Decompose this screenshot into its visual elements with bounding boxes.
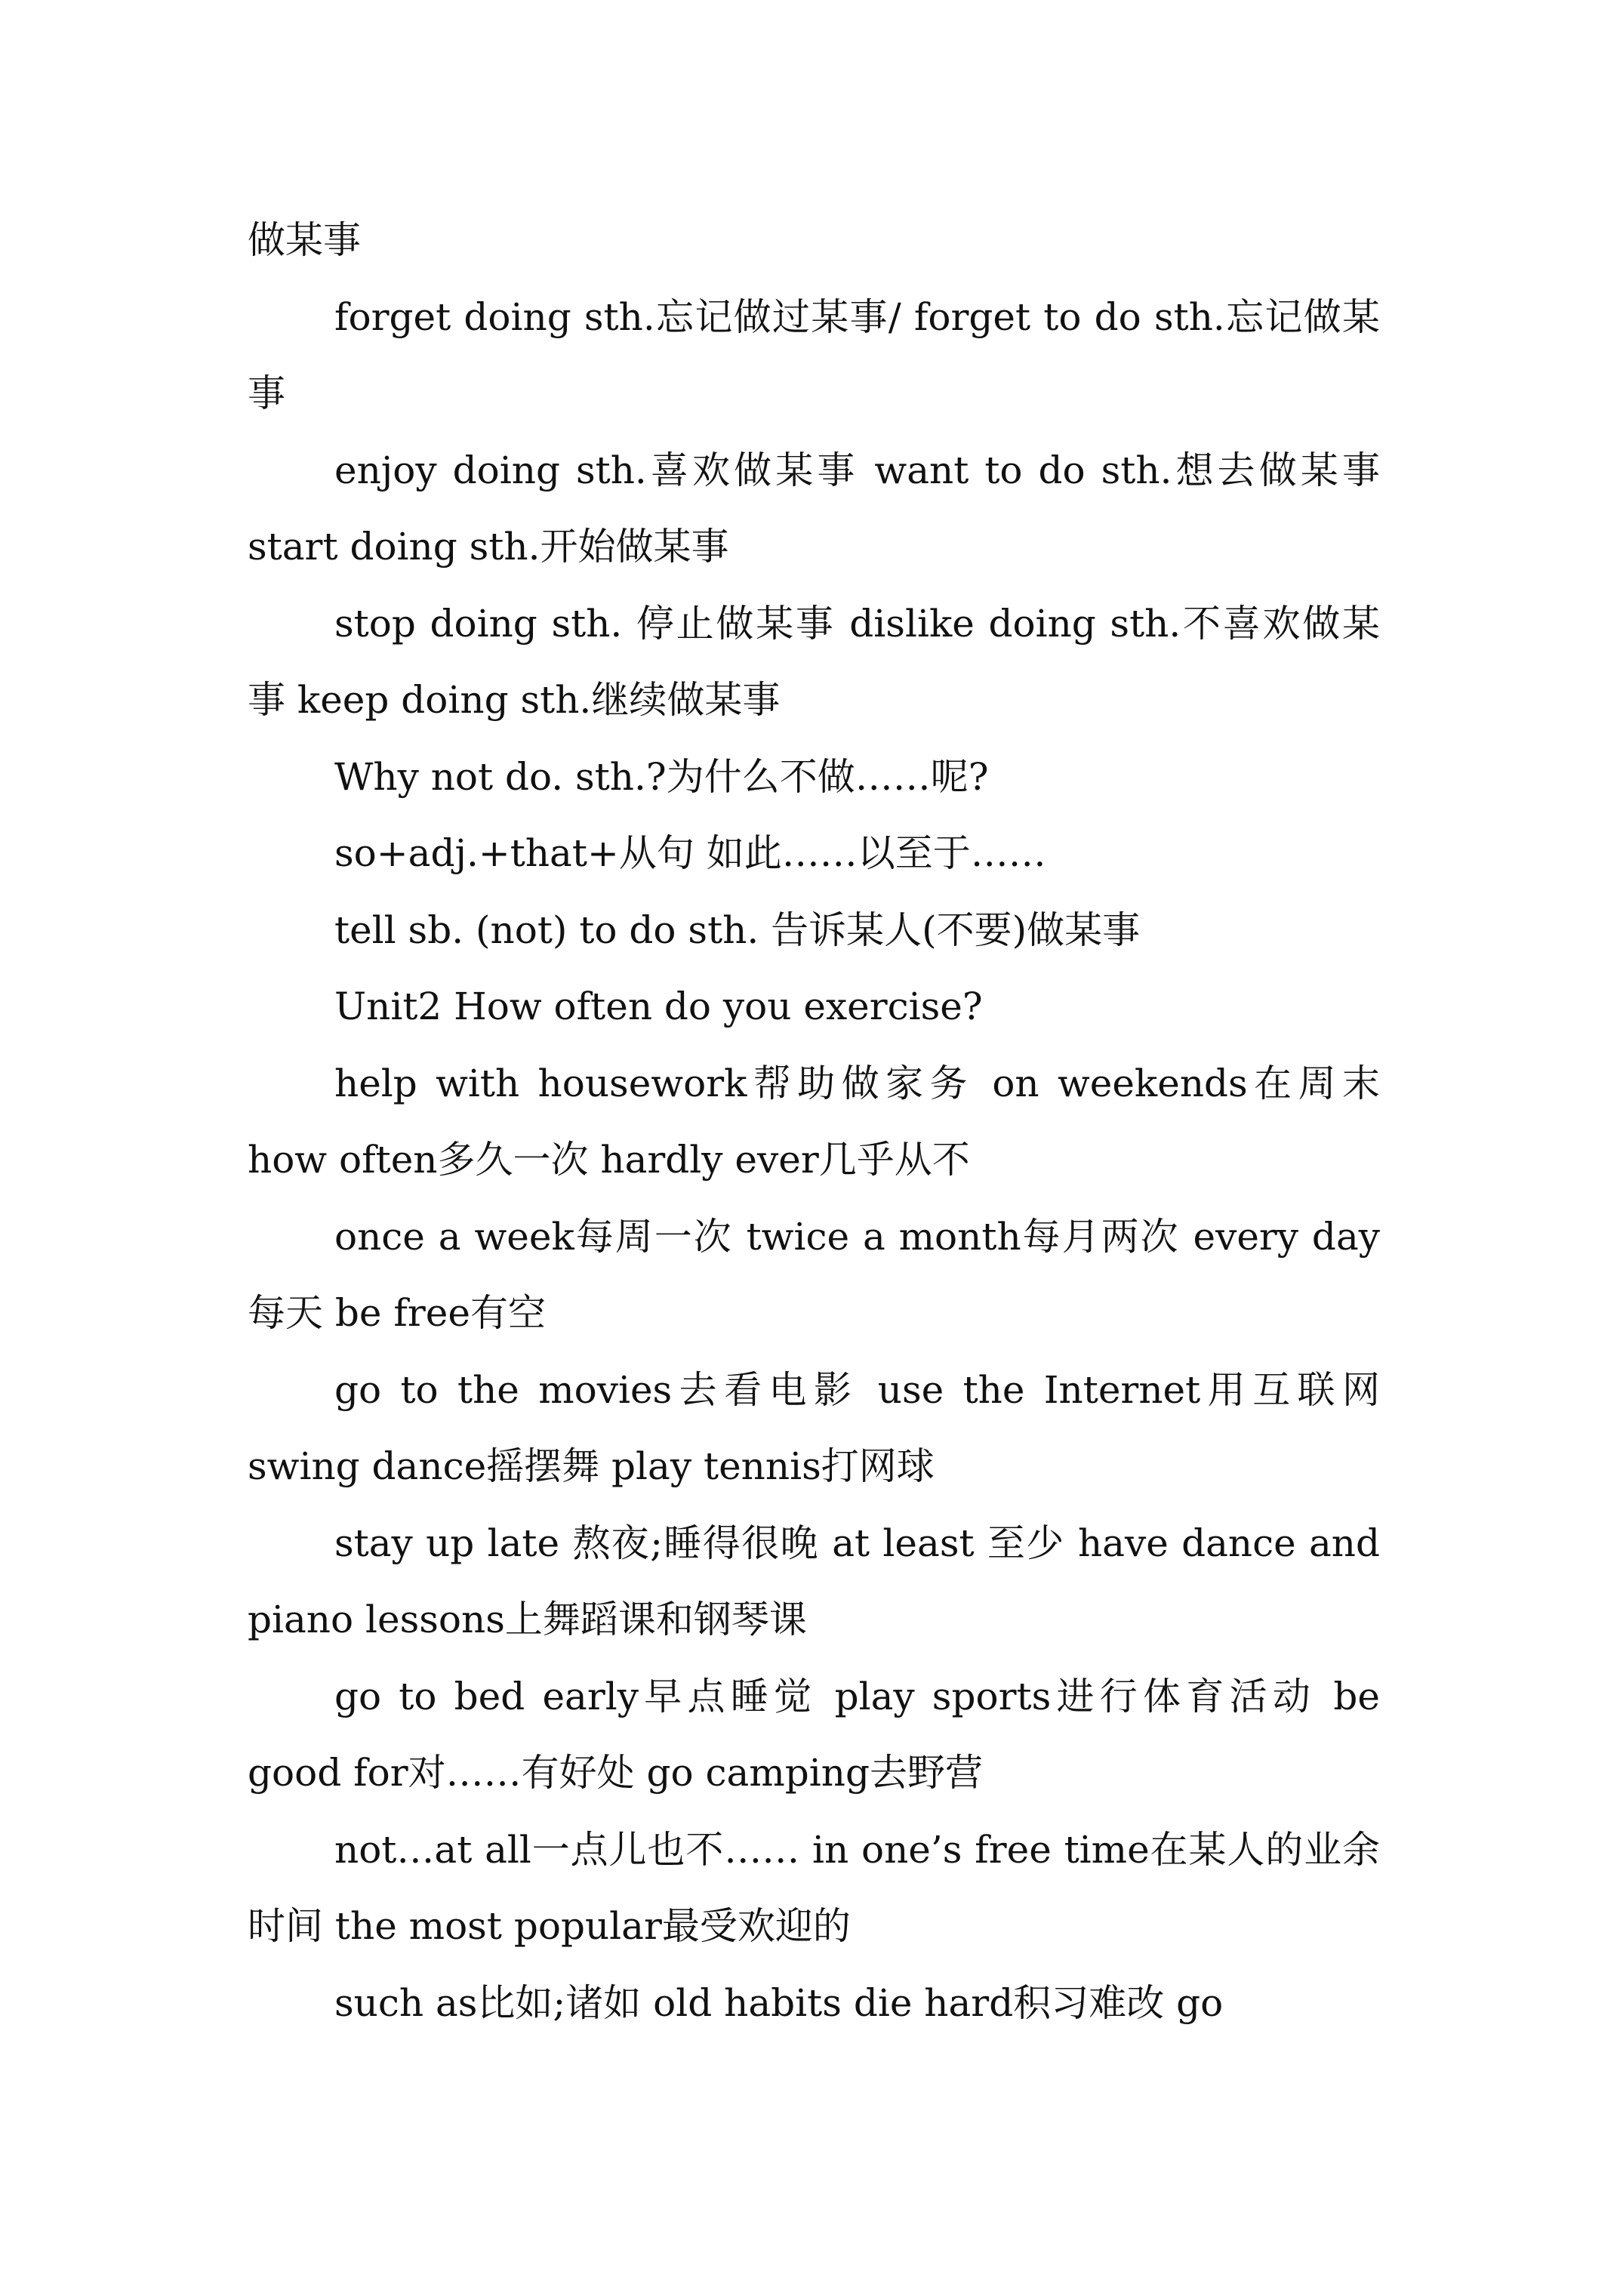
paragraph: so+adj.+that+从句 如此……以至于…… [334, 831, 1046, 875]
unit-heading: Unit2 How often do you exercise? [334, 985, 983, 1028]
paragraph: go to bed early早点睡觉 play sports进行体育活动 be good for对……有好处 go camping去野营 [248, 1674, 1380, 1795]
paragraph: enjoy doing sth.喜欢做某事 want to do sth.想去做某事 start doing sth.开始做某事 [248, 448, 1380, 569]
paragraph: stay up late 熬夜;睡得很晚 at least 至少 have dance and piano lessons上舞蹈课和钢琴课 [248, 1521, 1380, 1641]
paragraph: 做某事 [248, 218, 361, 262]
paragraph: once a week每周一次 twice a month每月两次 every day每天 be free有空 [248, 1214, 1380, 1335]
document-body [248, 202, 1380, 2042]
paragraph: help with housework帮助做家务 on weekends在周末 how often多久一次 hardly ever几乎从不 [248, 1061, 1380, 1182]
paragraph: tell sb. (not) to do sth. 告诉某人(不要)做某事 [334, 908, 1141, 952]
paragraph: go to the movies去看电影 use the Internet用互联网 swing dance摇摆舞 play tennis打网球 [248, 1367, 1380, 1488]
paragraph: Why not do. sth.?为什么不做……呢? [334, 754, 989, 799]
paragraph: forget doing sth.忘记做过某事/ forget to do sth.忘记做某事 [248, 294, 1380, 415]
paragraph: such as比如;诸如 old habits die hard积习难改 go [334, 1980, 1224, 2025]
paragraph: stop doing sth. 停止做某事 dislike doing sth.不喜欢做某事 keep doing sth.继续做某事 [248, 601, 1380, 722]
paragraph: not…at all一点儿也不…… in one’s free time在某人的业余时间 the most popular最受欢迎的 [248, 1827, 1380, 1948]
